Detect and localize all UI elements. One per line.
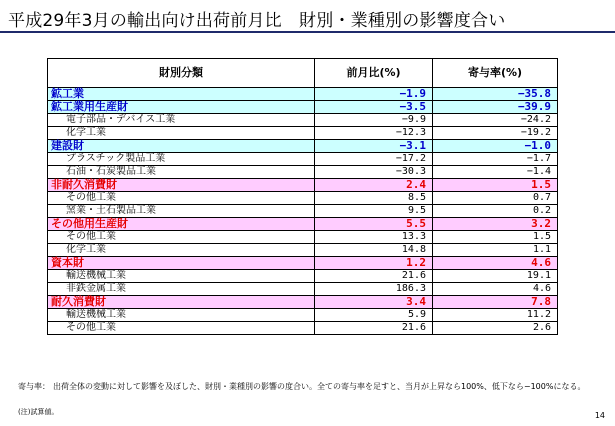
row-mom-value: 21.6 [315, 270, 433, 283]
page-number: 14 [594, 411, 605, 420]
row-category-name: 建設財 [48, 140, 315, 153]
row-mom-value: 186.3 [315, 283, 433, 296]
table-row [48, 192, 558, 205]
row-contribution-value: 0.7 [433, 192, 558, 205]
table-row [48, 218, 558, 231]
table-row [48, 88, 558, 101]
table-row [48, 270, 558, 283]
footnote-text: 出荷全体の変動に対して影響を及ぼした、財別・業種別の影響の度合い。全ての寄与率を足すと、当月が上昇なら100%、低下なら−100%になる。 [53, 382, 586, 391]
footnote-label: 寄与率： [18, 382, 50, 391]
header-contribution: 寄与率(%) [433, 59, 558, 88]
row-contribution-value: 4.6 [433, 257, 558, 270]
row-contribution-value: 1.5 [433, 179, 558, 192]
row-mom-value: −9.9 [315, 114, 433, 127]
row-contribution-value: −1.7 [433, 153, 558, 166]
row-category-name: 輸送機械工業 [48, 270, 315, 283]
row-category-name: その他工業 [48, 322, 315, 335]
table-row [48, 140, 558, 153]
row-category-name: 鉱工業用生産財 [48, 101, 315, 114]
row-contribution-value: −39.9 [433, 101, 558, 114]
table-row [48, 296, 558, 309]
row-category-name: 非耐久消費財 [48, 179, 315, 192]
row-mom-value: −30.3 [315, 166, 433, 179]
row-mom-value: 2.4 [315, 179, 433, 192]
table-row [48, 309, 558, 322]
row-category-name: 非鉄金属工業 [48, 283, 315, 296]
title-underline [0, 31, 615, 33]
row-category-name: 輸送機械工業 [48, 309, 315, 322]
row-mom-value: 8.5 [315, 192, 433, 205]
row-category-name: プラスチック製品工業 [48, 153, 315, 166]
row-mom-value: −3.1 [315, 140, 433, 153]
row-mom-value: 3.4 [315, 296, 433, 309]
row-contribution-value: 4.6 [433, 283, 558, 296]
row-contribution-value: 3.2 [433, 218, 558, 231]
row-contribution-value: 0.2 [433, 205, 558, 218]
row-category-name: その他工業 [48, 192, 315, 205]
row-mom-value: 21.6 [315, 322, 433, 335]
row-mom-value: −1.9 [315, 88, 433, 101]
table-row [48, 153, 558, 166]
table-header-row [48, 59, 558, 88]
row-mom-value: −17.2 [315, 153, 433, 166]
row-category-name: 鉱工業 [48, 88, 315, 101]
row-contribution-value: −24.2 [433, 114, 558, 127]
row-mom-value: −12.3 [315, 127, 433, 140]
header-category: 財別分類 [48, 59, 315, 88]
row-contribution-value: 7.8 [433, 296, 558, 309]
table-row [48, 166, 558, 179]
table-row [48, 179, 558, 192]
row-category-name: 電子部品・デバイス工業 [48, 114, 315, 127]
row-category-name: 窯業・土石製品工業 [48, 205, 315, 218]
page-title: 平成29年3月の輸出向け出荷前月比 財別・業種別の影響度合い [8, 11, 506, 31]
row-contribution-value: 1.5 [433, 231, 558, 244]
row-contribution-value: 1.1 [433, 244, 558, 257]
row-category-name: 化学工業 [48, 244, 315, 257]
contribution-table [47, 58, 558, 335]
row-category-name: その他工業 [48, 231, 315, 244]
header-mom: 前月比(%) [315, 59, 433, 88]
row-category-name: 資本財 [48, 257, 315, 270]
row-mom-value: 14.8 [315, 244, 433, 257]
row-category-name: その他用生産財 [48, 218, 315, 231]
row-contribution-value: −1.4 [433, 166, 558, 179]
row-contribution-value: −19.2 [433, 127, 558, 140]
table-row [48, 257, 558, 270]
table-row [48, 244, 558, 257]
table-row [48, 322, 558, 335]
row-mom-value: 5.9 [315, 309, 433, 322]
row-category-name: 化学工業 [48, 127, 315, 140]
table-row [48, 205, 558, 218]
row-mom-value: 9.5 [315, 205, 433, 218]
row-contribution-value: 2.6 [433, 322, 558, 335]
source-note: (注)試算値。 [18, 408, 59, 416]
row-category-name: 石油・石炭製品工業 [48, 166, 315, 179]
row-mom-value: 5.5 [315, 218, 433, 231]
table-row [48, 127, 558, 140]
row-mom-value: −3.5 [315, 101, 433, 114]
table-row [48, 231, 558, 244]
row-contribution-value: 19.1 [433, 270, 558, 283]
row-mom-value: 13.3 [315, 231, 433, 244]
table-row [48, 114, 558, 127]
row-contribution-value: −1.0 [433, 140, 558, 153]
table-row [48, 283, 558, 296]
row-category-name: 耐久消費財 [48, 296, 315, 309]
row-mom-value: 1.2 [315, 257, 433, 270]
row-contribution-value: −35.8 [433, 88, 558, 101]
row-contribution-value: 11.2 [433, 309, 558, 322]
table-row [48, 101, 558, 114]
